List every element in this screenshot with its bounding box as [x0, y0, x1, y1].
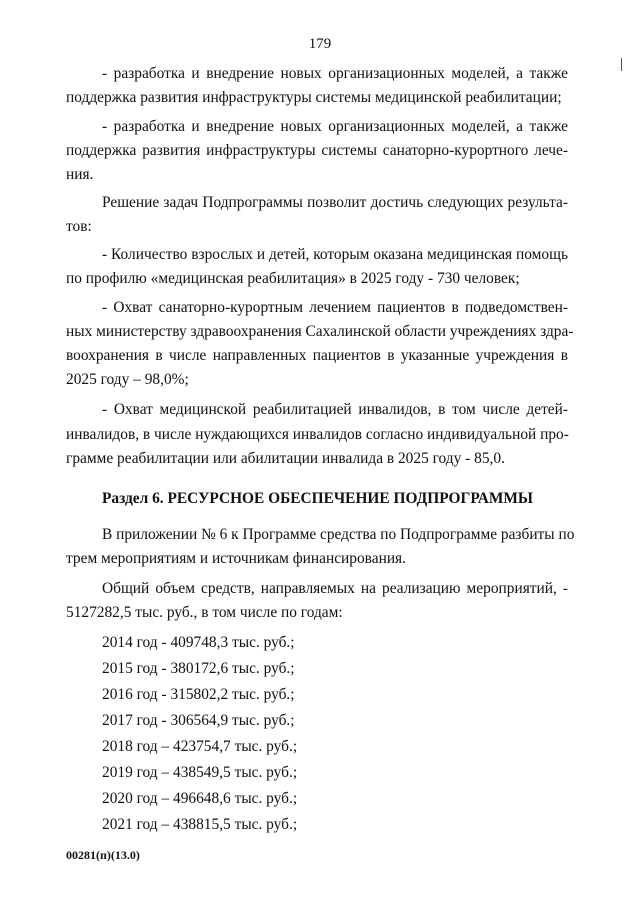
paragraph-line: поддержка развития инфраструктуры системы медицинской реабилитации;: [66, 89, 562, 106]
paragraph-line: - Охват санаторно-курортным лечением пациентов в подведомствен-: [102, 299, 568, 316]
paragraph-line: ных министерству здравоохранения Сахалинской области учреждениях здра-: [66, 323, 574, 340]
paragraph-line: - разработка и внедрение новых организационных моделей, а также: [102, 65, 568, 82]
paragraph-line: - Количество взрослых и детей, которым оказана медицинская помощь: [102, 246, 568, 263]
paragraph-line: грамме реабилитации или абилитации инвалида в 2025 году - 85,0.: [66, 450, 505, 467]
funding-year-line: 2017 год - 306564,9 тыс. руб.;: [102, 712, 295, 729]
paragraph-line: - разработка и внедрение новых организационных моделей, а также: [102, 118, 568, 135]
paragraph-line: трем мероприятиям и источникам финансирования.: [66, 550, 406, 567]
paragraph-line: ния.: [66, 166, 94, 183]
funding-year-line: 2016 год - 315802,2 тыс. руб.;: [102, 686, 295, 703]
paragraph-line: Решение задач Подпрограммы позволит достичь следующих результа-: [102, 194, 568, 211]
funding-year-line: 2021 год – 438815,5 тыс. руб.;: [102, 816, 298, 833]
paragraph-line: по профилю «медицинская реабилитация» в 2025 году - 730 человек;: [66, 270, 520, 287]
paragraph-line: воохранения в числе направленных пациентов в указанные учреждения в: [66, 347, 568, 364]
paragraph-line: инвалидов, в числе нуждающихся инвалидов согласно индивидуальной про-: [66, 426, 569, 443]
paragraph-line: поддержка развития инфраструктуры системы санаторно-курортного лече-: [66, 142, 568, 159]
funding-year-line: 2018 год – 423754,7 тыс. руб.;: [102, 738, 298, 755]
paragraph-line: В приложении № 6 к Программе средства по Подпрограмме разбиты по: [102, 526, 575, 543]
paragraph-line: тов:: [66, 218, 92, 235]
paragraph-line: Общий объем средств, направляемых на реализацию мероприятий, -: [102, 580, 568, 597]
section-heading: Раздел 6. РЕСУРСНОЕ ОБЕСПЕЧЕНИЕ ПОДПРОГРАММЫ: [102, 490, 534, 507]
paragraph-line: 2025 году – 98,0%;: [66, 371, 189, 388]
scan-edge-mark: [621, 58, 622, 71]
funding-year-line: 2015 год - 380172,6 тыс. руб.;: [102, 660, 295, 677]
paragraph-line: - Охват медицинской реабилитацией инвалидов, в том числе детей-: [102, 401, 568, 418]
document-code: 00281(п)(13.0): [66, 848, 140, 862]
funding-year-line: 2019 год – 438549,5 тыс. руб.;: [102, 764, 298, 781]
funding-year-line: 2020 год – 496648,6 тыс. руб.;: [102, 790, 298, 807]
funding-year-line: 2014 год - 409748,3 тыс. руб.;: [102, 634, 295, 651]
paragraph-line: 5127282,5 тыс. руб., в том числе по годам:: [66, 604, 343, 621]
page-number: 179: [308, 36, 332, 52]
